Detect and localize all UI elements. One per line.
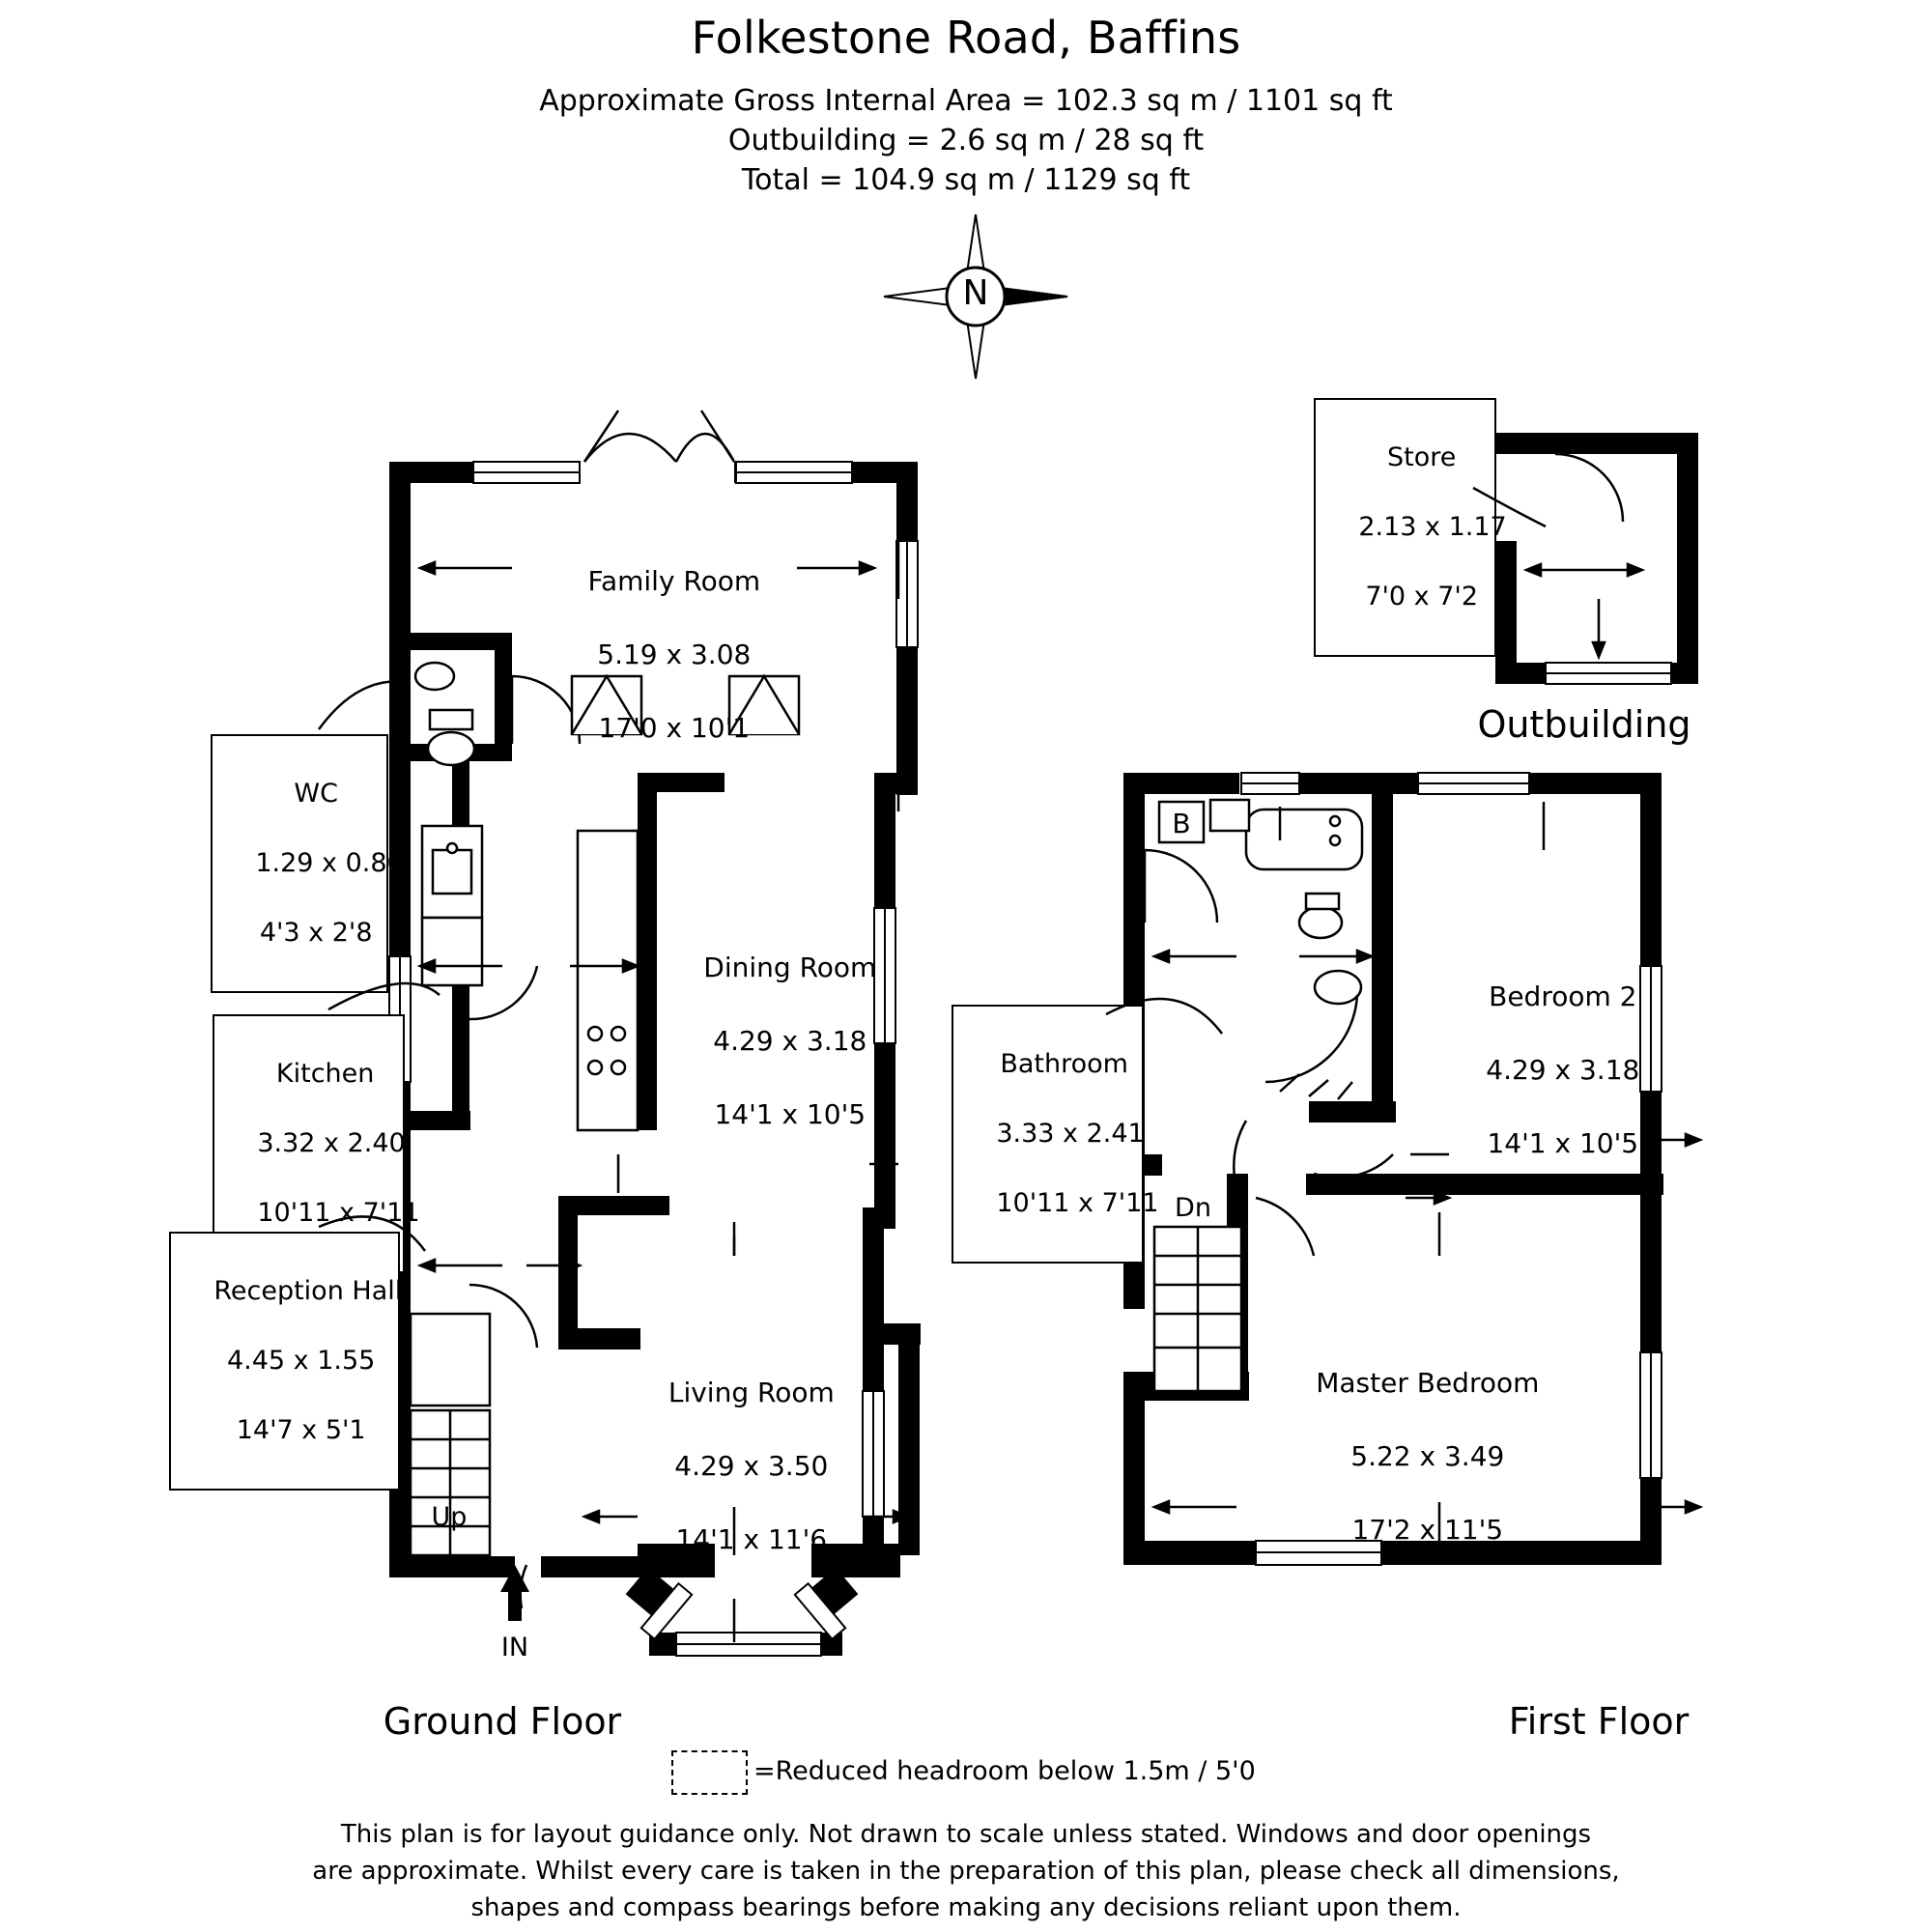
dining-room-imperial: 14'1 x 10'5 bbox=[714, 1098, 867, 1130]
store-name: Store bbox=[1386, 442, 1457, 472]
bedroom2-metric: 4.29 x 3.18 bbox=[1486, 1054, 1640, 1086]
label-outbuilding: Outbuilding bbox=[1477, 703, 1691, 746]
master-bedroom-metric: 5.22 x 3.49 bbox=[1350, 1440, 1505, 1472]
compass-north-label: N bbox=[962, 273, 989, 313]
kitchen-imperial: 10'11 x 7'11 bbox=[257, 1198, 420, 1228]
disclaimer-line-1: This plan is for layout guidance only. Not drawn to scale unless stated. Windows and door openings bbox=[340, 1820, 1592, 1849]
marker-up: Up bbox=[431, 1502, 468, 1532]
legend-swatch bbox=[671, 1750, 748, 1795]
living-room-name: Living Room bbox=[668, 1377, 835, 1408]
label-first-floor: First Floor bbox=[1508, 1700, 1690, 1743]
dining-room-metric: 4.29 x 3.18 bbox=[713, 1025, 867, 1057]
master-bedroom-imperial: 17'2 x 11'5 bbox=[1351, 1514, 1504, 1546]
bedroom2-name: Bedroom 2 bbox=[1489, 980, 1637, 1012]
reception-hall-imperial: 14'7 x 5'1 bbox=[236, 1415, 366, 1445]
master-bedroom-name: Master Bedroom bbox=[1316, 1367, 1540, 1399]
marker-boiler: B bbox=[1172, 808, 1191, 839]
dining-room-name: Dining Room bbox=[703, 952, 877, 983]
family-room-name: Family Room bbox=[587, 565, 761, 597]
bathroom-metric: 3.33 x 2.41 bbox=[996, 1119, 1145, 1149]
family-room-imperial: 17'0 x 10'1 bbox=[598, 712, 751, 744]
label-ground-floor: Ground Floor bbox=[383, 1700, 622, 1743]
store-metric: 2.13 x 1.17 bbox=[1358, 512, 1507, 542]
marker-in: IN bbox=[500, 1633, 529, 1662]
area-line-2: Outbuilding = 2.6 sq m / 28 sq ft bbox=[727, 124, 1205, 157]
living-room-metric: 4.29 x 3.50 bbox=[674, 1450, 829, 1482]
bedroom2-imperial: 14'1 x 10'5 bbox=[1487, 1127, 1639, 1159]
wc-imperial: 4'3 x 2'8 bbox=[259, 918, 373, 948]
marker-dn: Dn bbox=[1175, 1193, 1211, 1223]
area-line-3: Total = 104.9 sq m / 1129 sq ft bbox=[741, 163, 1191, 197]
wc-name: WC bbox=[294, 779, 338, 809]
store-imperial: 7'0 x 7'2 bbox=[1365, 582, 1479, 611]
family-room-metric: 5.19 x 3.08 bbox=[597, 639, 752, 670]
bathroom-name: Bathroom bbox=[1000, 1049, 1128, 1079]
kitchen-metric: 3.32 x 2.40 bbox=[257, 1128, 406, 1158]
bathroom-imperial: 10'11 x 7'11 bbox=[996, 1188, 1159, 1218]
disclaimer-line-2: are approximate. Whilst every care is taken in the preparation of this plan, please check all dimensions, bbox=[312, 1857, 1620, 1886]
legend-text: =Reduced headroom below 1.5m / 5'0 bbox=[753, 1756, 1256, 1786]
wc-metric: 1.29 x 0.80 bbox=[255, 848, 404, 878]
area-line-1: Approximate Gross Internal Area = 102.3 sq m / 1101 sq ft bbox=[539, 84, 1393, 118]
page-title: Folkestone Road, Baffins bbox=[691, 12, 1241, 64]
living-room-imperial: 14'1 x 11'6 bbox=[675, 1523, 828, 1555]
reception-hall-metric: 4.45 x 1.55 bbox=[226, 1346, 376, 1376]
kitchen-name: Kitchen bbox=[275, 1059, 375, 1089]
disclaimer-line-3: shapes and compass bearings before making any decisions reliant upon them. bbox=[470, 1893, 1462, 1922]
reception-hall-name: Reception Hall bbox=[213, 1276, 403, 1306]
